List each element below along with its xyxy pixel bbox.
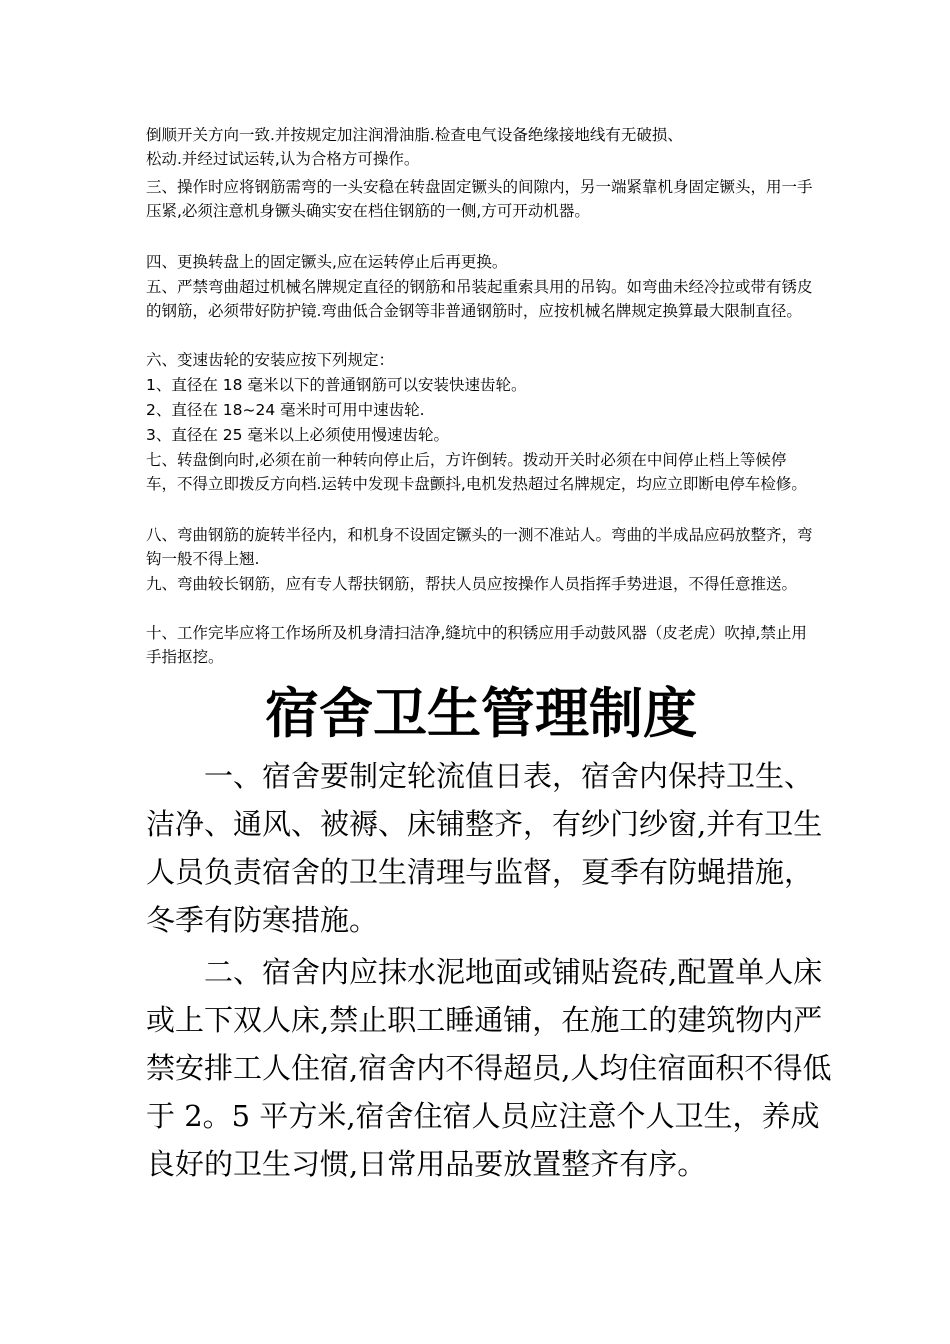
regulation-item-8 <box>146 523 816 571</box>
paragraph: 三、操作时应将钢筋需弯的一头安稳在转盘固定镢头的间隙内，另一端紧靠机身固定镢头，用一手压紧,必须注意机身镢头确实安在档住钢筋的一侧,方可开动机器。 <box>146 178 813 220</box>
paragraph: 九、弯曲较长钢筋，应有专人帮扶钢筋，帮扶人员应按操作人员指挥手势进退，不得任意推送。 <box>146 575 798 593</box>
paragraph: 四、更换转盘上的固定镢头,应在运转停止后再更换。 <box>146 253 508 271</box>
document-title: 宿舍卫生管理制度 <box>265 682 697 745</box>
paragraph: 1、直径在 18 毫米以下的普通钢筋可以安装快速齿轮。 <box>146 376 527 394</box>
continuation-text <box>146 123 816 171</box>
paragraph: 一、宿舍要制定轮流值日表，宿舍内保持卫生、洁净、通风、被褥、床铺整齐，有纱门纱窗,并有卫生人员负责宿舍的卫生清理与监督，夏季有防蝇措施，冬季有防寒措施。 <box>146 759 823 937</box>
text-line: 松动.并经过试运转,认为合格方可操作。 <box>146 150 420 168</box>
paragraph: 3、直径在 25 毫米以上必须使用慢速齿轮。 <box>146 426 449 444</box>
regulation-item-4 <box>146 250 816 274</box>
regulation-item-5 <box>146 275 816 323</box>
gear-rule-1 <box>146 373 816 397</box>
text-line: 倒顺开关方向一致.并按规定加注润滑油脂.检查电气设备绝缘接地线有无破损、 <box>146 126 683 144</box>
regulation-item-7 <box>146 448 816 496</box>
gear-rule-2 <box>146 398 816 422</box>
dorm-rule-1 <box>146 752 836 944</box>
paragraph: 七、转盘倒向时,必须在前一种转向停止后，方许倒转。拨动开关时必须在中间停止档上等候停车，不得立即拨反方向档.运转中发现卡盘颤抖,电机发热超过名牌规定，均应立即断电停车检修。 <box>146 451 807 493</box>
paragraph: 十、工作完毕应将工作场所及机身清扫洁净,缝坑中的积锈应用手动鼓风器（皮老虎）吹掉,禁止用手指抠挖。 <box>146 624 807 666</box>
gear-rule-3 <box>146 423 816 447</box>
paragraph: 八、弯曲钢筋的旋转半径内，和机身不设固定镢头的一测不准站人。弯曲的半成品应码放整齐，弯钩一般不得上翘. <box>146 526 813 568</box>
paragraph: 2、直径在 18~24 毫米时可用中速齿轮. <box>146 401 425 419</box>
paragraph: 六、变速齿轮的安装应按下列规定： <box>146 351 395 369</box>
regulation-item-3 <box>146 175 816 223</box>
regulation-item-6 <box>146 348 816 372</box>
paragraph: 二、宿舍内应抹水泥地面或铺贴瓷砖,配置单人床或上下双人床,禁止职工睡通铺，在施工的建筑物内严禁安排工人住宿,宿舍内不得超员,人均住宿面积不得低于 2。5 平方米,宿舍住宿人员应注意个人卫生，养成良好的卫生习惯,日常用品要放置整齐有序。 <box>146 955 832 1181</box>
regulation-item-10 <box>146 621 816 669</box>
paragraph: 五、严禁弯曲超过机械名牌规定直径的钢筋和吊装起重索具用的吊钩。如弯曲未经冷拉或带有锈皮的钢筋，必须带好防护镜.弯曲低合金钢等非普通钢筋时，应按机械名牌规定换算最大限制直径。 <box>146 278 813 320</box>
regulation-item-9 <box>146 572 816 596</box>
dorm-rule-2 <box>146 948 836 1188</box>
